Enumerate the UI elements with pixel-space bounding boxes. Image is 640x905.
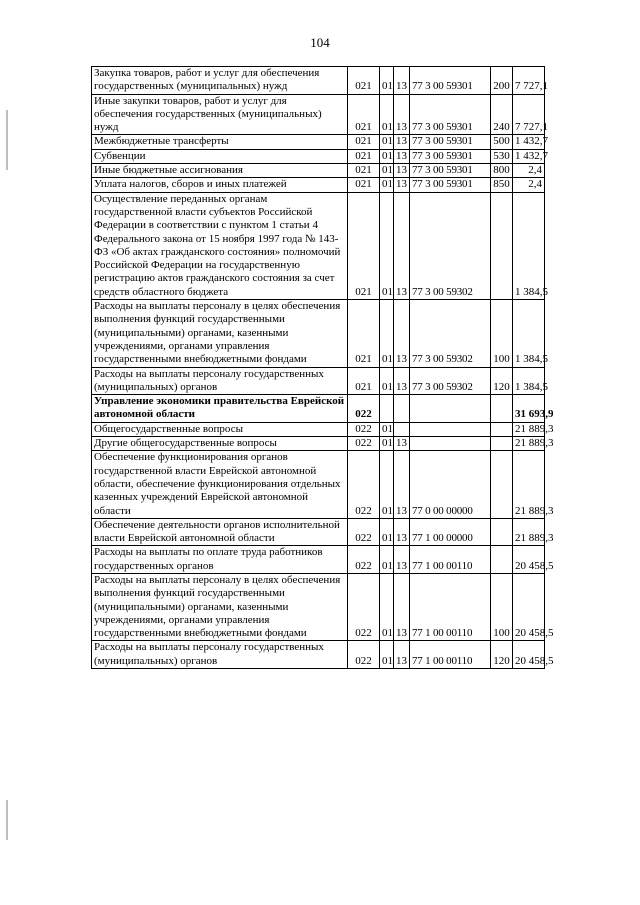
table-row [92,367,545,395]
grbs-code-cell: 022 [348,573,380,640]
amount-cell: 2,4 [513,164,545,178]
amount-cell: 7 727,1 [513,67,545,95]
expense-type-code-cell: 120 [491,367,513,395]
expense-type-code-cell [491,395,513,423]
grbs-code-cell: 022 [348,641,380,669]
target-article-code-cell [410,395,491,423]
expense-name-cell: Иные закупки товаров, работ и услуг для обеспечения государственных (муниципальных) нужд [92,94,348,135]
section-code-cell: 01 [380,178,394,192]
expense-type-code-cell [491,422,513,436]
target-article-code-cell: 77 3 00 59301 [410,94,491,135]
table-row [92,149,545,163]
grbs-code-cell: 022 [348,546,380,574]
target-article-code-cell: 77 3 00 59301 [410,178,491,192]
section-code-cell: 01 [380,573,394,640]
subsection-code-cell [394,422,410,436]
amount-cell: 21 889,3 [513,451,545,518]
expense-name-cell: Закупка товаров, работ и услуг для обеспечения государственных (муниципальных) нужд [92,67,348,95]
target-article-code-cell: 77 3 00 59301 [410,149,491,163]
expense-type-code-cell: 100 [491,300,513,367]
expense-type-code-cell: 850 [491,178,513,192]
subsection-code-cell: 13 [394,67,410,95]
amount-cell: 1 432,7 [513,135,545,149]
target-article-code-cell: 77 0 00 00000 [410,451,491,518]
grbs-code-cell: 022 [348,451,380,518]
subsection-code-cell [394,395,410,423]
section-code-cell: 01 [380,641,394,669]
amount-cell: 20 458,5 [513,573,545,640]
section-code-cell: 01 [380,451,394,518]
scan-edge-mark [6,110,8,170]
subsection-code-cell: 13 [394,641,410,669]
grbs-code-cell: 022 [348,437,380,451]
expense-name-cell: Субвенции [92,149,348,163]
expense-name-cell: Обеспечение функционирования органов государственной власти Еврейской автономной области, обеспечение функционирования отдельных казенных учреждений Еврейской автономной области [92,451,348,518]
expense-type-code-cell [491,192,513,299]
subsection-code-cell: 13 [394,164,410,178]
target-article-code-cell: 77 1 00 00110 [410,546,491,574]
grbs-code-cell: 021 [348,300,380,367]
target-article-code-cell: 77 3 00 59301 [410,164,491,178]
table-row [92,192,545,299]
target-article-code-cell: 77 1 00 00110 [410,573,491,640]
expense-type-code-cell: 240 [491,94,513,135]
grbs-code-cell: 021 [348,67,380,95]
grbs-code-cell: 021 [348,164,380,178]
budget-table [91,66,554,669]
amount-cell: 7 727,1 [513,94,545,135]
subsection-code-cell: 13 [394,149,410,163]
amount-cell: 20 458,5 [513,641,545,669]
section-code-cell: 01 [380,149,394,163]
scan-edge-mark [6,800,8,840]
amount-cell: 21 889,3 [513,437,545,451]
section-code-cell: 01 [380,367,394,395]
expense-name-cell: Управление экономики правительства Еврейской автономной области [92,395,348,423]
expense-type-code-cell [491,518,513,546]
target-article-code-cell [410,422,491,436]
amount-cell: 1 384,5 [513,300,545,367]
target-article-code-cell: 77 3 00 59302 [410,192,491,299]
table-row [92,451,545,518]
expense-name-cell: Обеспечение деятельности органов исполнительной власти Еврейской автономной области [92,518,348,546]
expense-name-cell: Межбюджетные трансферты [92,135,348,149]
section-code-cell: 01 [380,300,394,367]
subsection-code-cell: 13 [394,178,410,192]
section-code-cell: 01 [380,164,394,178]
expense-name-cell: Расходы на выплаты персоналу в целях обеспечения выполнения функций государственными (муниципальными) органами, казенными учреждениями, органами управления государственными внебюджетными фондами [92,573,348,640]
table-row [92,67,545,95]
grbs-code-cell: 021 [348,178,380,192]
amount-cell: 20 458,5 [513,546,545,574]
section-code-cell: 01 [380,437,394,451]
amount-cell: 21 889,3 [513,518,545,546]
table-row [92,300,545,367]
table-row [92,546,545,574]
target-article-code-cell: 77 3 00 59302 [410,300,491,367]
amount-cell: 1 432,7 [513,149,545,163]
expense-name-cell: Расходы на выплаты по оплате труда работников государственных органов [92,546,348,574]
table-row [92,94,545,135]
expense-name-cell: Общегосударственные вопросы [92,422,348,436]
expense-name-cell: Иные бюджетные ассигнования [92,164,348,178]
target-article-code-cell: 77 3 00 59302 [410,367,491,395]
expense-type-code-cell: 500 [491,135,513,149]
target-article-code-cell: 77 1 00 00110 [410,641,491,669]
section-code-cell: 01 [380,518,394,546]
expense-name-cell: Осуществление переданных органам государственной власти субъектов Российской Федерации в соответствии с пунктом 1 статьи 4 Федерального закона от 15 ноября 1997 года № 143-ФЗ «Об актах гражданского состояния» полномочий Российской Федерации на государственную регистрацию актов гражданского состояния за счет средств областного бюджета [92,192,348,299]
table-row [92,437,545,451]
subsection-code-cell: 13 [394,94,410,135]
expense-name-cell: Расходы на выплаты персоналу государственных (муниципальных) органов [92,367,348,395]
subsection-code-cell: 13 [394,546,410,574]
subsection-code-cell: 13 [394,367,410,395]
grbs-code-cell: 022 [348,422,380,436]
subsection-code-cell: 13 [394,573,410,640]
target-article-code-cell: 77 1 00 00000 [410,518,491,546]
grbs-code-cell: 022 [348,395,380,423]
amount-cell: 31 693,9 [513,395,545,423]
expense-name-cell: Другие общегосударственные вопросы [92,437,348,451]
expense-type-code-cell [491,437,513,451]
subsection-code-cell: 13 [394,300,410,367]
grbs-code-cell: 021 [348,135,380,149]
subsection-code-cell: 13 [394,437,410,451]
subsection-code-cell: 13 [394,192,410,299]
expense-type-code-cell: 120 [491,641,513,669]
expense-type-code-cell: 800 [491,164,513,178]
table-row [92,164,545,178]
table-row [92,135,545,149]
section-code-cell [380,395,394,423]
grbs-code-cell: 022 [348,518,380,546]
grbs-code-cell: 021 [348,367,380,395]
page-number: 104 [310,35,330,50]
target-article-code-cell [410,437,491,451]
expense-name-cell: Расходы на выплаты персоналу государственных (муниципальных) органов [92,641,348,669]
expense-name-cell: Расходы на выплаты персоналу в целях обеспечения выполнения функций государственными (муниципальными) органами, казенными учреждениями, органами управления государственными внебюджетными фондами [92,300,348,367]
subsection-code-cell: 13 [394,451,410,518]
table-row [92,422,545,436]
table-row [92,178,545,192]
grbs-code-cell: 021 [348,149,380,163]
section-code-cell: 01 [380,546,394,574]
section-code-cell: 01 [380,135,394,149]
subsection-code-cell: 13 [394,518,410,546]
table-row [92,573,545,640]
grbs-code-cell: 021 [348,94,380,135]
target-article-code-cell: 77 3 00 59301 [410,135,491,149]
table-row [92,518,545,546]
section-code-cell: 01 [380,192,394,299]
section-code-cell: 01 [380,94,394,135]
subsection-code-cell: 13 [394,135,410,149]
section-code-cell: 01 [380,67,394,95]
amount-cell: 2,4 [513,178,545,192]
amount-cell: 1 384,5 [513,367,545,395]
table-row [92,395,545,423]
section-code-cell: 01 [380,422,394,436]
expense-type-code-cell [491,546,513,574]
expense-type-code-cell [491,451,513,518]
amount-cell: 1 384,5 [513,192,545,299]
expense-type-code-cell: 200 [491,67,513,95]
expense-name-cell: Уплата налогов, сборов и иных платежей [92,178,348,192]
expense-type-code-cell: 100 [491,573,513,640]
expense-type-code-cell: 530 [491,149,513,163]
grbs-code-cell: 021 [348,192,380,299]
target-article-code-cell: 77 3 00 59301 [410,67,491,95]
amount-cell: 21 889,3 [513,422,545,436]
budget-table-body [92,67,554,669]
table-row [92,641,545,669]
